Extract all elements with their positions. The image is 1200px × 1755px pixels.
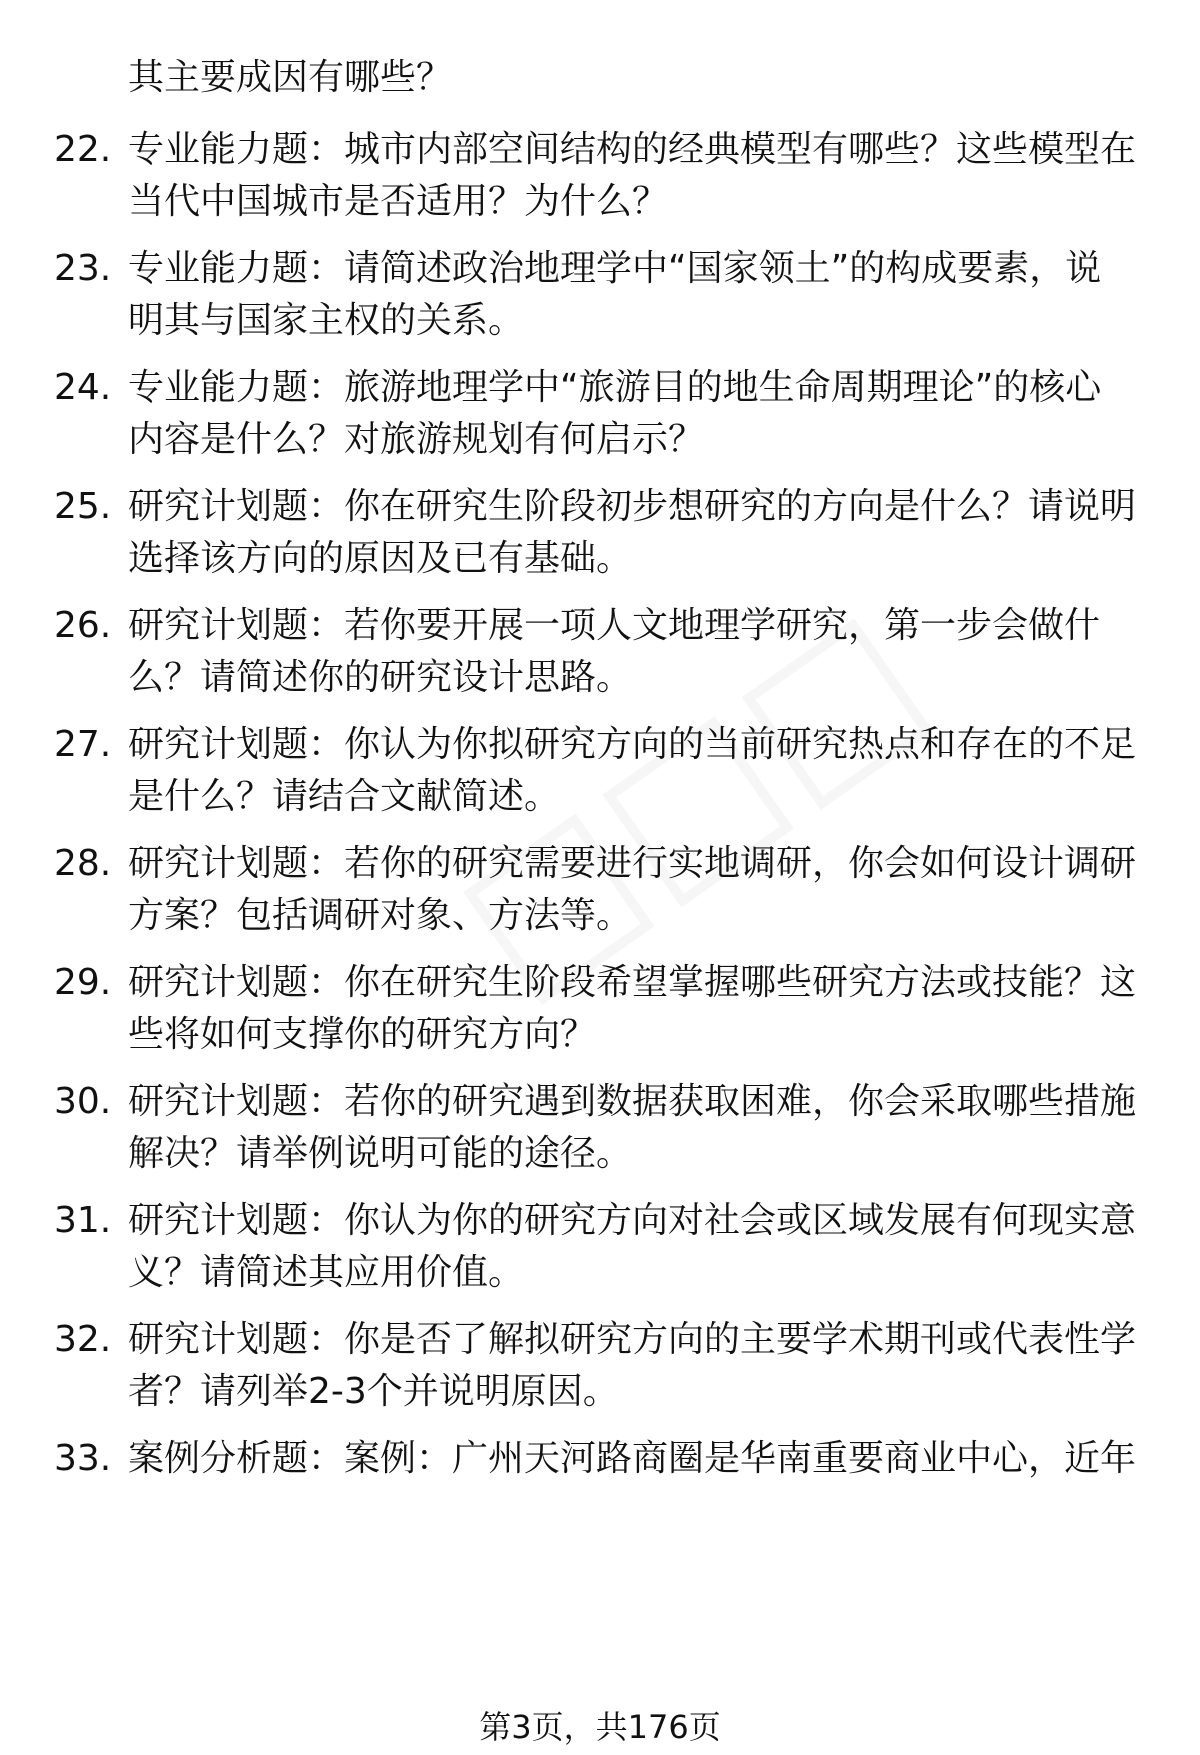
question-text-line: 解决？请举例说明可能的途径。 (128, 1133, 633, 1174)
question-number: 32. (54, 1319, 112, 1360)
question-text-line: 内容是什么？对旅游规划有何启示？ (128, 419, 705, 460)
page-footer: 第3页，共176页 (479, 1708, 721, 1746)
question-text-line: 些将如何支撑你的研究方向？ (128, 1014, 597, 1055)
question-text-line: 选择该方向的原因及已有基础。 (128, 538, 633, 579)
question-number: 30. (54, 1081, 112, 1122)
question-text-line: 研究计划题：若你要开展一项人文地理学研究，第一步会做什 (128, 605, 1101, 646)
question-text-line: 义？请简述其应用价值。 (128, 1252, 525, 1293)
question-text-line: 方案？包括调研对象、方法等。 (128, 895, 633, 936)
question-text-line: 当代中国城市是否适用？为什么？ (128, 181, 669, 222)
question-number: 22. (54, 129, 112, 170)
question-text-line: 是什么？请结合文献简述。 (128, 776, 561, 817)
question-number: 33. (54, 1438, 112, 1479)
question-text-line: 研究计划题：若你的研究遇到数据获取困难，你会采取哪些措施 (128, 1081, 1137, 1122)
question-number: 28. (54, 843, 112, 884)
question-number: 24. (54, 367, 112, 408)
question-text-line: 研究计划题：若你的研究需要进行实地调研，你会如何设计调研 (128, 843, 1137, 884)
question-text-line: 者？请列举2-3个并说明原因。 (128, 1371, 619, 1412)
question-text-line: 案例分析题：案例：广州天河路商圈是华南重要商业中心，近年 (128, 1438, 1137, 1479)
continuation-text: 其主要成因有哪些？ (128, 57, 453, 98)
question-text-line: 研究计划题：你是否了解拟研究方向的主要学术期刊或代表性学 (128, 1319, 1137, 1360)
question-number: 29. (54, 962, 112, 1003)
question-number: 26. (54, 605, 112, 646)
question-text-line: 专业能力题：请简述政治地理学中“国家领土”的构成要素，说 (128, 248, 1102, 289)
question-text-line: 么？请简述你的研究设计思路。 (128, 657, 633, 698)
question-number: 23. (54, 248, 112, 289)
question-number: 25. (54, 486, 112, 527)
question-text-line: 研究计划题：你认为你的研究方向对社会或区域发展有何现实意 (128, 1200, 1137, 1241)
question-number: 31. (54, 1200, 112, 1241)
question-number: 27. (54, 724, 112, 765)
question-text-line: 研究计划题：你在研究生阶段希望掌握哪些研究方法或技能？这 (128, 962, 1137, 1003)
question-text-line: 研究计划题：你认为你拟研究方向的当前研究热点和存在的不足 (128, 724, 1137, 765)
question-text-line: 明其与国家主权的关系。 (128, 300, 525, 341)
question-text-line: 专业能力题：城市内部空间结构的经典模型有哪些？这些模型在 (128, 129, 1137, 170)
question-text-line: 专业能力题：旅游地理学中“旅游目的地生命周期理论”的核心 (128, 367, 1102, 408)
question-text-line: 研究计划题：你在研究生阶段初步想研究的方向是什么？请说明 (128, 486, 1137, 527)
